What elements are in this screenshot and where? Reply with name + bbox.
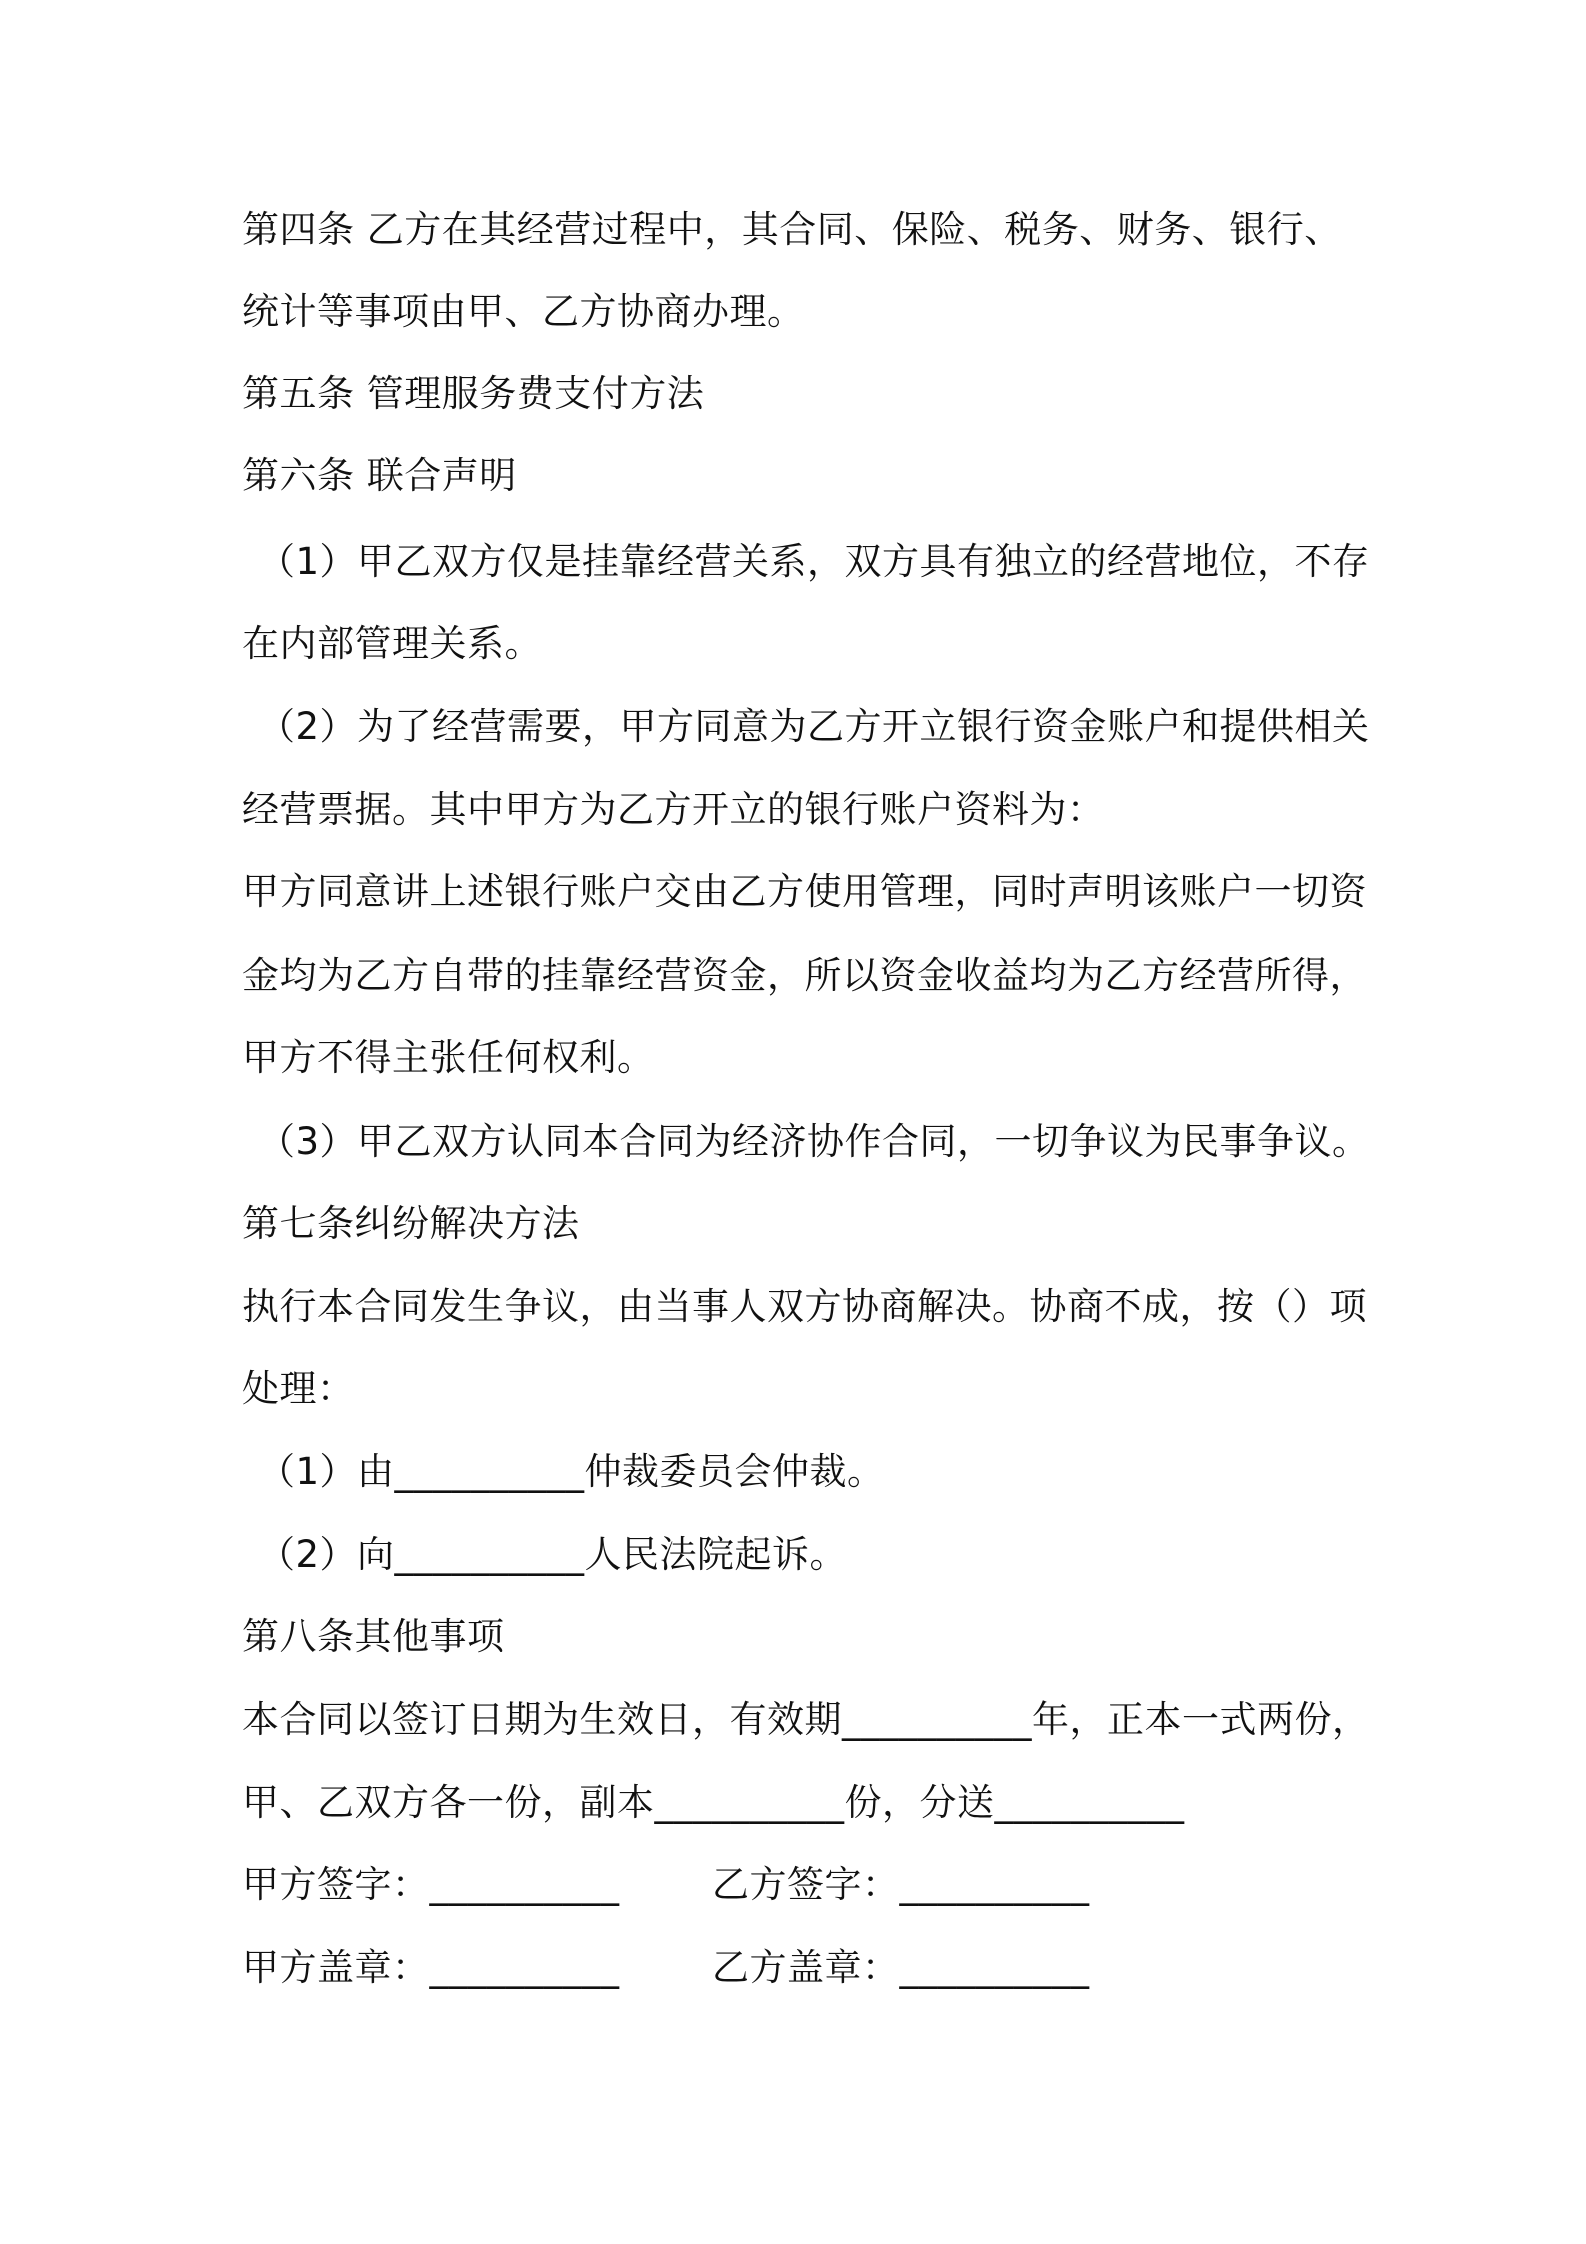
- party-b-seal-field: 乙方盖章：__________: [712, 1946, 1090, 1989]
- article-7-heading: 第七条纠纷解决方法: [242, 1202, 580, 1245]
- article-8-heading: 第八条其他事项: [242, 1615, 505, 1658]
- article-4-line-2: 统计等事项由甲、乙方协商办理。: [242, 290, 805, 333]
- party-a-signature-field: 甲方签字：__________: [242, 1863, 620, 1906]
- article-6-item-1-line-1: （1）甲乙双方仅是挂靠经营关系，双方具有独立的经营地位，不存: [258, 540, 1370, 583]
- article-6-heading: 第六条 联合声明: [242, 454, 517, 497]
- article-7-body-line-1: 执行本合同发生争议，由当事人双方协商解决。协商不成，按（）项: [242, 1285, 1367, 1328]
- article-7-option-1: （1）由__________仲裁委员会仲裁。: [258, 1450, 885, 1493]
- article-7-body-line-2: 处理：: [242, 1367, 355, 1410]
- article-6-item-2-line-3: 甲方同意讲上述银行账户交由乙方使用管理，同时声明该账户一切资: [242, 870, 1367, 913]
- article-6-item-3: （3）甲乙双方认同本合同为经济协作合同，一切争议为民事争议。: [258, 1120, 1370, 1163]
- article-6-item-2-line-4: 金均为乙方自带的挂靠经营资金，所以资金收益均为乙方经营所得，: [242, 954, 1367, 997]
- article-8-body-line-2: 甲、乙双方各一份，副本__________份，分送__________: [242, 1781, 1185, 1824]
- article-7-option-2: （2）向__________人民法院起诉。: [258, 1533, 848, 1576]
- article-6-item-2-line-5: 甲方不得主张任何权利。: [242, 1036, 655, 1079]
- article-5-heading: 第五条 管理服务费支付方法: [242, 372, 705, 415]
- article-8-body-line-1: 本合同以签订日期为生效日，有效期__________年，正本一式两份，: [242, 1698, 1370, 1741]
- article-6-item-2-line-1: （2）为了经营需要，甲方同意为乙方开立银行资金账户和提供相关: [258, 705, 1370, 748]
- party-b-signature-field: 乙方签字：__________: [712, 1863, 1090, 1906]
- article-4-line-1: 第四条 乙方在其经营过程中，其合同、保险、税务、财务、银行、: [242, 208, 1342, 251]
- party-a-seal-field: 甲方盖章：__________: [242, 1946, 620, 1989]
- article-6-item-2-line-2: 经营票据。其中甲方为乙方开立的银行账户资料为：: [242, 788, 1105, 831]
- article-6-item-1-line-2: 在内部管理关系。: [242, 622, 542, 665]
